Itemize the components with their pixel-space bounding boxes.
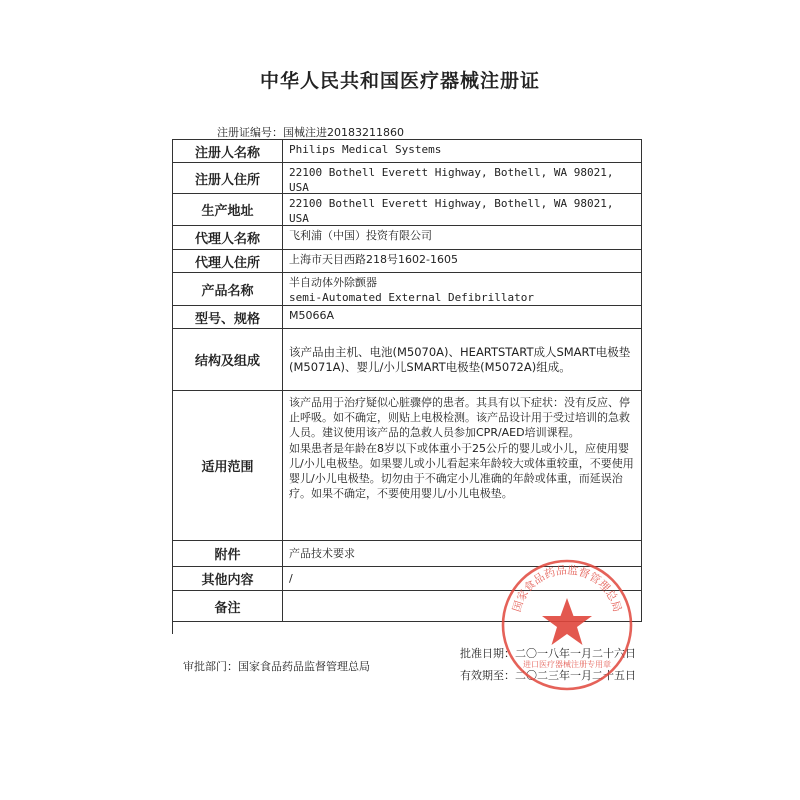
row-label-model: 型号、规格: [173, 306, 283, 329]
row-label-accessories: 附件: [173, 541, 283, 567]
row-value-registrant-address: 22100 Bothell Everett Highway, Bothell, WA 98021, USA: [283, 163, 642, 194]
row-value-scope: 该产品用于治疗疑似心脏骤停的患者。其具有以下症状：没有反应、停止呼吸。如不确定，则贴上电极检测。该产品设计用于受过培训的急救人员。建议使用该产品的急救人员参加CPR/AED培训课程。 如果患者是年龄在8岁以下或体重小于25公斤的婴儿或小儿，应使用婴儿/小儿电极垫。如果婴儿或小儿看起来年龄较大或体重较重，不要使用婴儿/小儿电极垫。切勿由于不确定小儿准确的年龄或体重，而延误治疗。如果不确定，不要使用婴儿/小儿电极垫。: [283, 391, 642, 541]
approving-department: 审批部门：国家食品药品监督管理总局: [183, 660, 370, 673]
row-label-composition: 结构及组成: [173, 329, 283, 391]
row-value-registrant-name: Philips Medical Systems: [283, 140, 642, 163]
row-label-agent-address: 代理人住所: [173, 250, 283, 273]
accessories-text: 产品技术要求: [289, 547, 355, 560]
row-label-scope: 适用范围: [173, 391, 283, 541]
row-label-other: 其他内容: [173, 567, 283, 591]
row-label-agent-name: 代理人名称: [173, 226, 283, 250]
registration-number: 注册证编号：国械注进20183211860: [217, 126, 404, 139]
composition-text: 该产品由主机、电池(M5070A)、HEARTSTART成人SMART电极垫(M5071A)、婴儿/小儿SMART电极垫(M5072A)组成。: [289, 344, 631, 374]
official-seal: [497, 555, 637, 695]
valid-until-date: 有效期至：二〇二三年一月二十五日: [460, 669, 636, 682]
row-label-remarks: 备注: [173, 591, 283, 622]
row-value-agent-address: 上海市天目西路218号1602-1605: [283, 250, 642, 273]
seal-subtext: 进口医疗器械注册专用章: [523, 660, 611, 669]
row-label-registrant-name: 注册人名称: [173, 140, 283, 163]
document-title: 中华人民共和国医疗器械注册证: [259, 70, 540, 92]
row-value-product-name: 半自动体外除颤器 semi-Automated External Defibrillator: [283, 273, 642, 306]
row-label-product-name: 产品名称: [173, 273, 283, 306]
other-text: /: [289, 572, 293, 585]
row-value-composition: [283, 329, 642, 391]
row-value-production-address: 22100 Bothell Everett Highway, Bothell, WA 98021, USA: [283, 194, 642, 226]
seal-text: 国家食品药品监督管理总局: [510, 563, 624, 614]
row-label-registrant-address: 注册人住所: [173, 163, 283, 194]
approval-date: 批准日期：二〇一八年一月二十六日: [460, 647, 636, 660]
star-icon: [542, 598, 592, 645]
row-value-agent-name: 飞利浦（中国）投资有限公司: [283, 226, 642, 250]
row-value-model: M5066A: [283, 306, 642, 329]
row-label-production-address: 生产地址: [173, 194, 283, 226]
